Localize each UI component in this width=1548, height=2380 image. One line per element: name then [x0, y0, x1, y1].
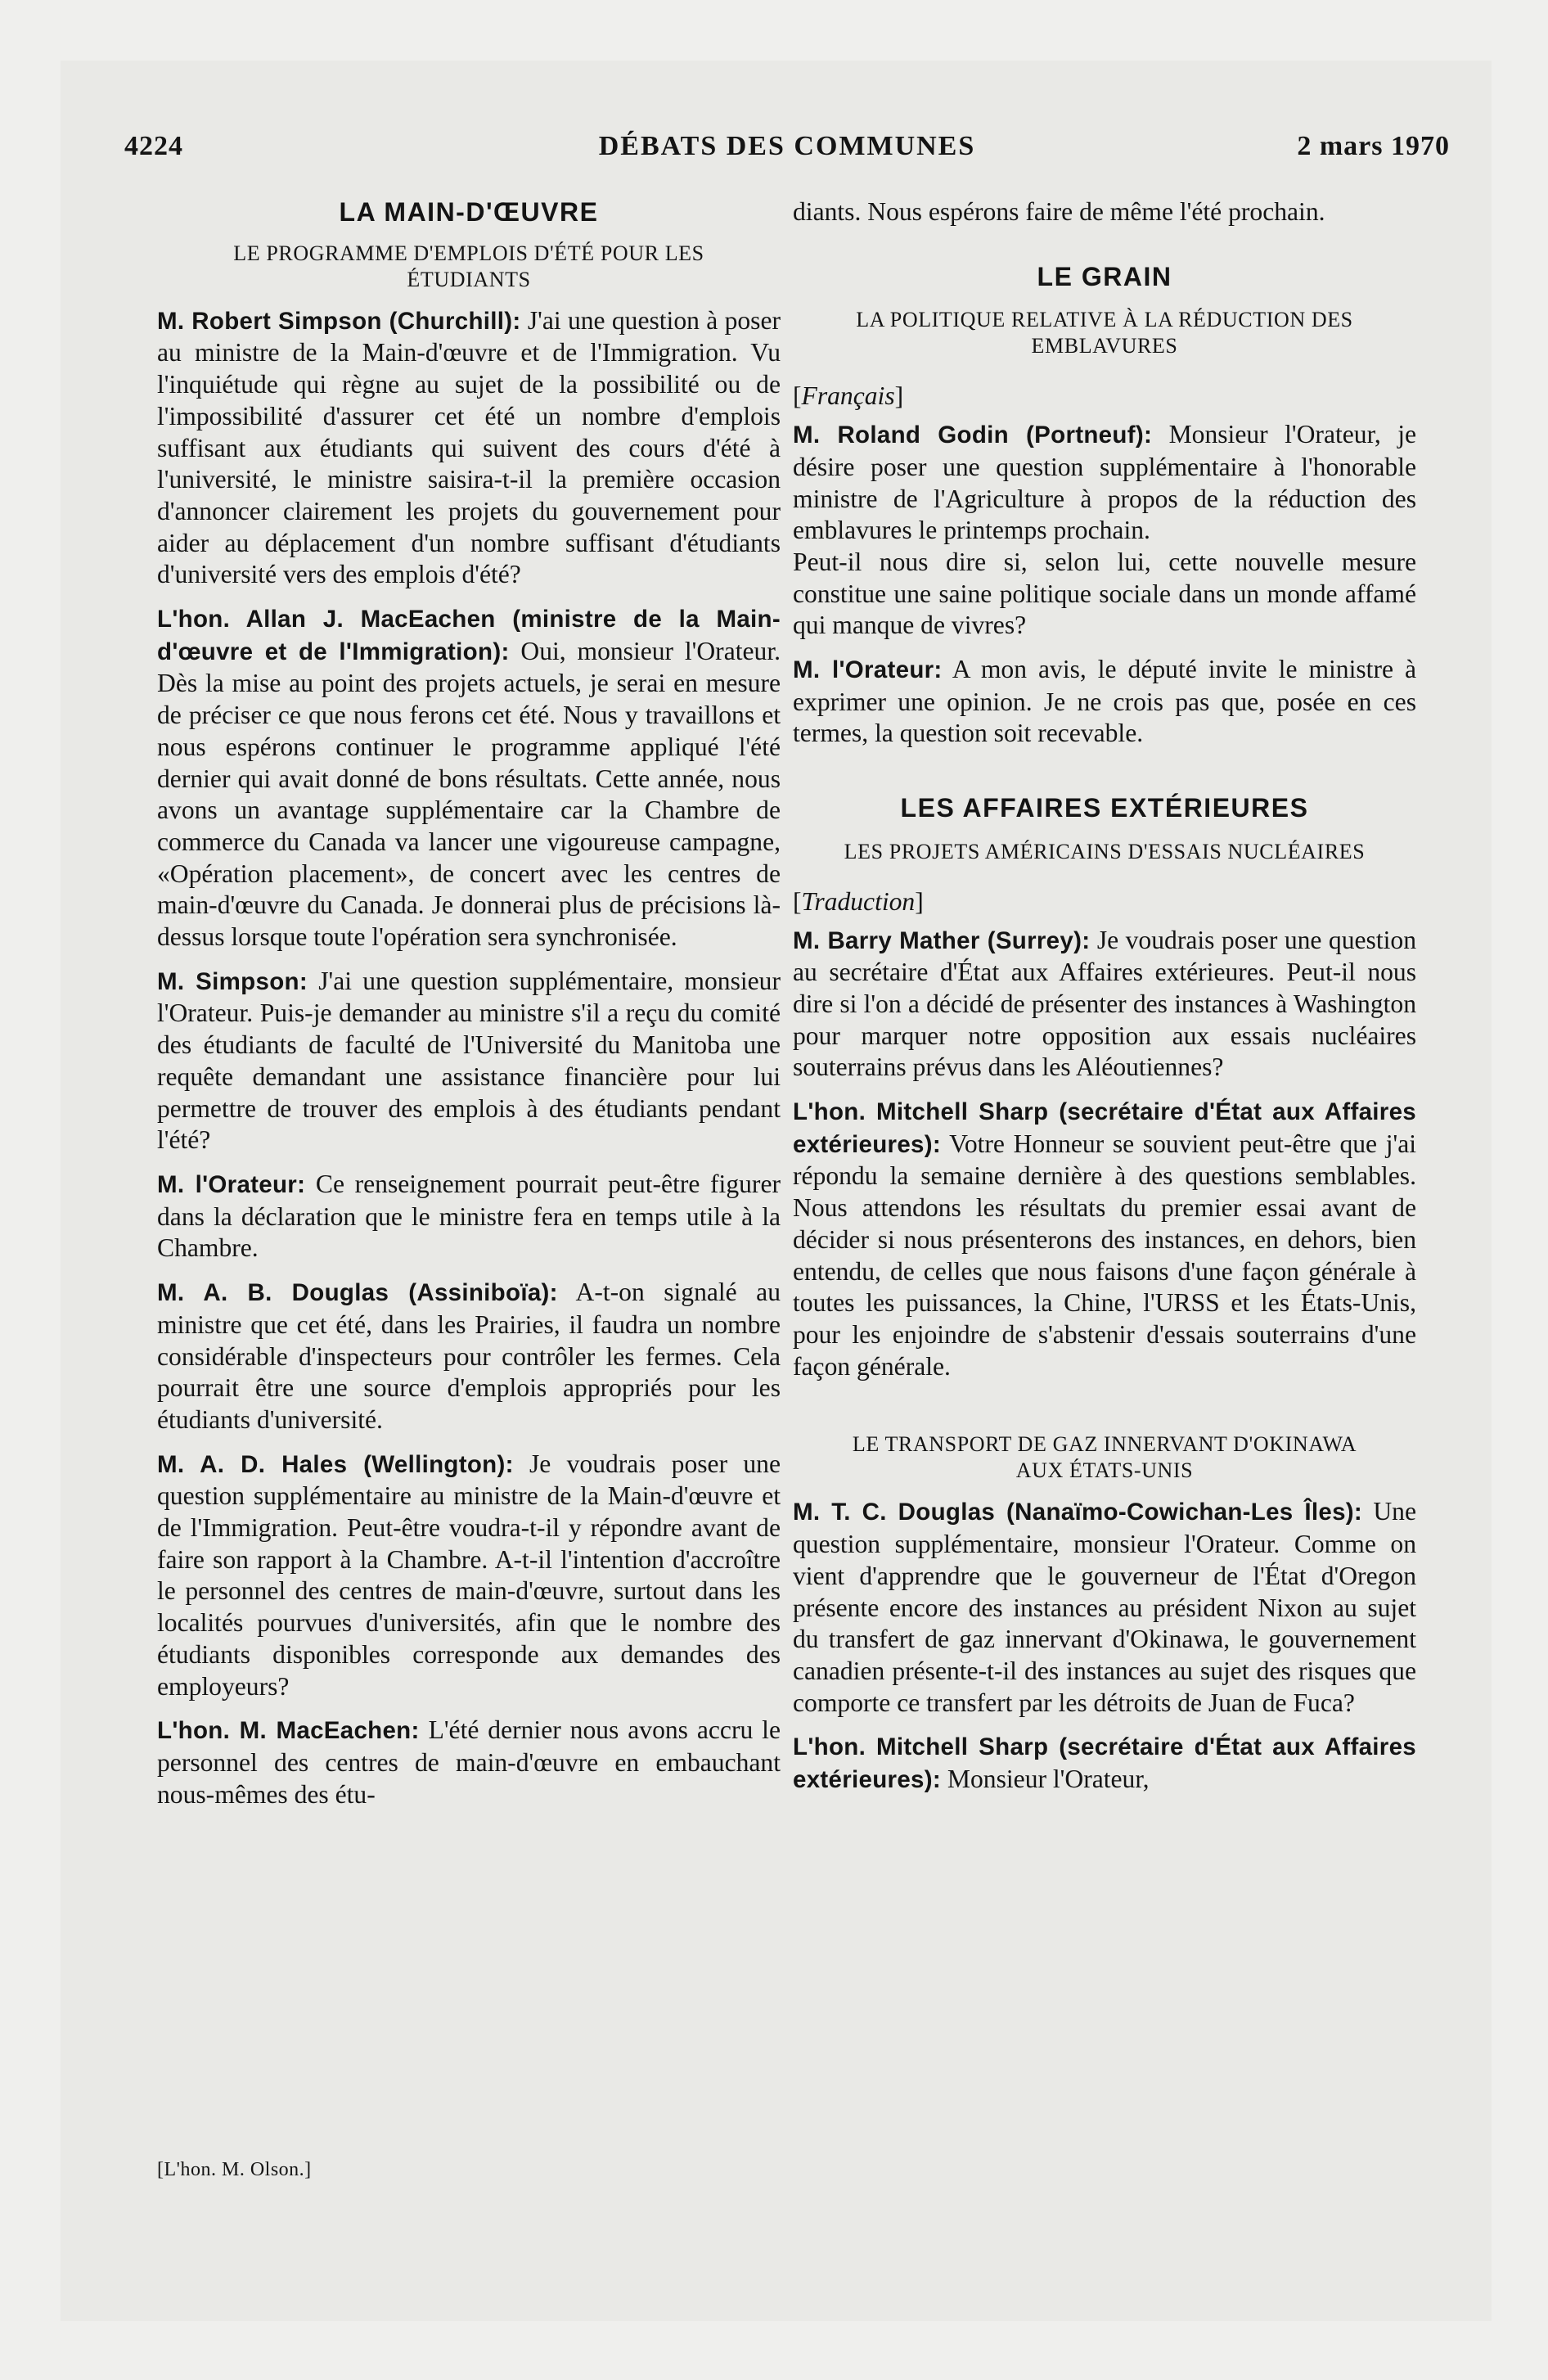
right-column	[793, 196, 1416, 1796]
section-heading: LE GRAIN	[1037, 261, 1172, 291]
section-subheading: LE TRANSPORT DE GAZ INNERVANT D'OKINAWA AUX ÉTATS-UNIS	[852, 1432, 1357, 1483]
paragraph	[793, 1731, 1416, 1796]
language-label: Français	[801, 381, 895, 411]
paragraph	[157, 1449, 781, 1703]
paragraph-text: Votre Honneur se souvient peut-être que j'ai répondu la semaine dernière à des questions semblables. Nous attendons les résultats du premier essai avant de décider si nous présenterons des instances, en dehors, bien entendu, de celles que nous faisons d'une façon générale à toutes les puissances, la Chine, l'URSS et les États-Unis, pour les enjoindre de s'abstenir d'essais souterrains d'une façon générale.	[793, 1129, 1416, 1381]
page-title: DÉBATS DES COMMUNES	[598, 131, 976, 161]
section-heading: LA MAIN-D'ŒUVRE	[339, 197, 599, 227]
speaker-name: M. l'Orateur:	[793, 656, 943, 684]
speaker-name: L'hon. Allan J. MacEachen (ministre de la Main-d'œuvre et de l'Immigration):	[157, 606, 781, 665]
paragraph	[793, 419, 1416, 547]
paragraph-text: Je voudrais poser une question supplémentaire au ministre de la Main-d'œuvre et de l'Immigration. Peut-être voudra-t-il y répondre avant de faire son rapport à la Chambre. A-t-il l'intention d'accroître le personnel des centres de main-d'œuvre, surtout dans les localités pourvues d'universités, afin que le nombre des étudiants disponibles corresponde aux demandes des employeurs?	[157, 1449, 781, 1701]
paragraph-text: L'été dernier nous avons accru le personnel des centres de main-d'œuvre en embauchant nous-mêmes des étu-	[157, 1715, 781, 1809]
paragraph-text: A-t-on signalé au ministre que cet été, dans les Prairies, il faudra un nombre considérable d'inspecteurs pour contrôler les fermes. Cela pourrait être une source d'emplois appropriés pour les étudiants d'université.	[157, 1278, 781, 1434]
paragraph-text: diants. Nous espérons faire de même l'été prochain.	[793, 197, 1325, 226]
speaker-name: M. Robert Simpson (Churchill):	[157, 307, 521, 335]
paragraph	[157, 305, 781, 591]
paragraph-text: Monsieur l'Orateur,	[947, 1765, 1150, 1794]
speaker-name: L'hon. Mitchell Sharp (secrétaire d'État aux Affaires extérieures):	[793, 1098, 1416, 1158]
speaker-name: L'hon. M. MacEachen:	[157, 1717, 420, 1745]
speaker-name: M. Roland Godin (Portneuf):	[793, 421, 1153, 449]
speaker-name: M. T. C. Douglas (Nanaïmo-Cowichan-Les Îles):	[793, 1499, 1363, 1526]
language-note: [Traduction]	[793, 886, 924, 916]
paragraph	[793, 547, 1416, 642]
footnote: [L'hon. M. Olson.]	[157, 2159, 312, 2180]
section-heading: LES AFFAIRES EXTÉRIEURES	[900, 793, 1309, 823]
paragraph-text: Peut-il nous dire si, selon lui, cette nouvelle mesure constitue une saine politique sociale dans un monde affamé qui manque de vivres?	[793, 547, 1416, 640]
paragraph	[793, 196, 1416, 228]
paragraph-text: Ce renseignement pourrait peut-être figurer dans la déclaration que le ministre fera en temps utile à la Chambre.	[157, 1169, 781, 1263]
paragraph	[793, 925, 1416, 1084]
speaker-name: M. Barry Mather (Surrey):	[793, 926, 1091, 954]
page-number: 4224	[124, 131, 183, 161]
paragraph	[157, 603, 781, 953]
left-column	[157, 196, 781, 1810]
paragraph-text: Une question supplémentaire, monsieur l'Orateur. Comme on vient d'apprendre que le gouverneur de l'État d'Oregon présente encore des instances au président Nixon au sujet du transfert de gaz innervant d'Okinawa, le gouvernement canadien présente-t-il des instances au sujet des risques que comporte ce transfert par les détroits de Juan de Fuca?	[793, 1497, 1416, 1717]
speaker-name: M. A. D. Hales (Wellington):	[157, 1450, 514, 1478]
speaker-name: M. l'Orateur:	[157, 1170, 306, 1198]
paragraph	[157, 1277, 781, 1436]
speaker-name: M. Simpson:	[157, 967, 308, 995]
paragraph	[157, 1169, 781, 1264]
paragraph-text: Oui, monsieur l'Orateur. Dès la mise au point des projets actuels, je serai en mesure de préciser ce que nous ferons cet été. Nous y travaillons et nous espérons continuer le programme appliqué l'été dernier qui avait donné de bons résultats. Cette année, nous avons un avantage supplémentaire car la Chambre de commerce du Canada va lancer une vigoureuse campagne, «Opération placement», de concert avec les centres de main-d'œuvre du Canada. Je donnerai plus de précisions là-dessus lorsque toute l'opération sera synchronisée.	[157, 636, 781, 952]
paragraph-text: A mon avis, le député invite le ministre à exprimer une opinion. Je ne crois pas que, posée en ces termes, la question soit recevable.	[793, 655, 1416, 748]
paragraph	[793, 1496, 1416, 1719]
paragraph-text: Je voudrais poser une question au secrétaire d'État aux Affaires extérieures. Peut-il nous dire si l'on a décidé de présenter des instances à Washington pour marquer notre opposition aux essais nucléaires souterrains prévus dans les Aléoutiennes?	[793, 925, 1416, 1082]
paragraph	[793, 1096, 1416, 1382]
page-date: 2 mars 1970	[1297, 131, 1450, 161]
paragraph-text: Monsieur l'Orateur, je désire poser une question supplémentaire à l'honorable ministre de l'Agriculture à propos de la réduction des emblavures le printemps prochain.	[793, 420, 1417, 545]
speaker-name: L'hon. Mitchell Sharp (secrétaire d'État aux Affaires extérieures):	[793, 1733, 1416, 1794]
page-header	[124, 131, 1450, 172]
speaker-name: M. A. B. Douglas (Assiniboïa):	[157, 1279, 558, 1307]
paragraph	[157, 966, 781, 1156]
section-subheading: LA POLITIQUE RELATIVE À LA RÉDUCTION DES EMBLAVURES	[856, 308, 1353, 358]
language-note: [Français]	[793, 381, 904, 411]
paragraph-text: J'ai une question supplémentaire, monsieur l'Orateur. Puis-je demander au ministre s'il a reçu du comité des étudiants de faculté de l'Université du Manitoba une requête demandant une assistance financière pour lui permettre de trouver des emplois à des étudiants pendant l'été?	[157, 966, 781, 1155]
section-subheading: LES PROJETS AMÉRICAINS D'ESSAIS NUCLÉAIRES	[844, 839, 1366, 863]
paragraph-text: J'ai une question à poser au ministre de la Main-d'œuvre et de l'Immigration. Vu l'inquiétude qui règne au sujet de la possibilité ou de l'impossibilité d'assurer cet été un nombre d'emplois suffisant aux étudiants qui suivent des cours d'été à l'université, le ministre saisira-t-il la première occasion d'annoncer clairement les projets du gouvernement pour aider au déplacement d'un nombre suffisant d'étudiants d'université vers des emplois d'été?	[157, 305, 781, 589]
language-label: Traduction	[801, 886, 916, 916]
paragraph	[157, 1715, 781, 1810]
paragraph	[793, 654, 1416, 750]
section-subheading: LE PROGRAMME D'EMPLOIS D'ÉTÉ POUR LES ÉTUDIANTS	[233, 241, 704, 291]
